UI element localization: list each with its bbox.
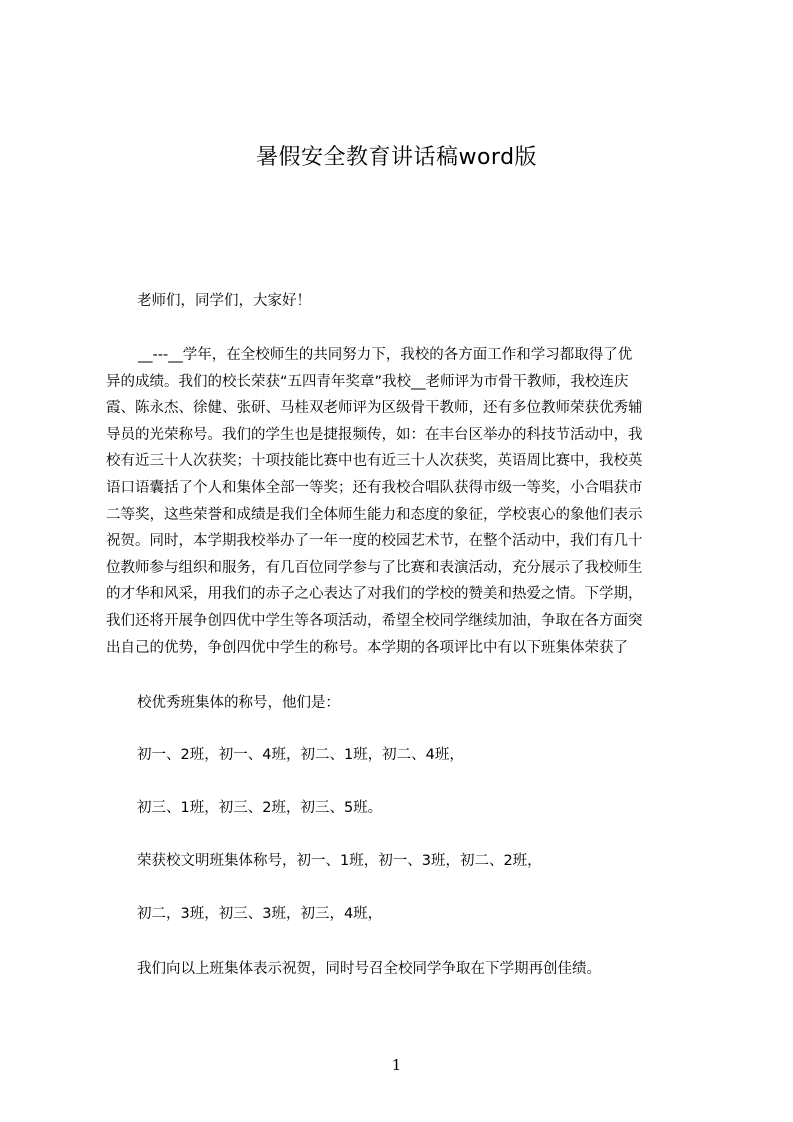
main-paragraph-line: 二等奖，这些荣誉和成绩是我们全体师生能力和态度的象征，学校衷心的象他们表示 <box>106 506 643 523</box>
main-paragraph-line: 祝贺。同时，本学期我校举办了一年一度的校园艺术节，在整个活动中，我们有几十 <box>106 533 643 550</box>
honor-intro-paragraph: 校优秀班集体的称号，他们是： <box>137 695 340 711</box>
main-paragraph-line: 位教师参与组织和服务，有几百位同学参与了比赛和表演活动，充分展示了我校师生 <box>106 559 643 576</box>
class-list-paragraph: 初一、2班，初一、4班，初二、1班，初二、4班， <box>137 747 464 763</box>
page-number: 1 <box>391 1056 402 1074</box>
main-paragraph-line: 的才华和风采，用我们的赤子之心表达了对我们的学校的赞美和热爱之情。下学期， <box>106 586 643 603</box>
class-list-paragraph: 初二，3班，初三、3班，初三，4班， <box>137 906 383 922</box>
main-paragraph-line: __---__学年，在全校师生的共同努力下，我校的各方面工作和学习都取得了优 <box>138 347 633 363</box>
main-paragraph <box>106 342 696 661</box>
main-paragraph-line: 出自己的优势，争创四优中学生的称号。本学期的各项评比中有以下班集体荣获了 <box>106 639 628 656</box>
class-list-paragraph: 初三、1班，初三、2班，初三、5班。 <box>137 800 383 816</box>
closing-paragraph: 我们向以上班集体表示祝贺，同时号召全校同学争取在下学期再创佳绩。 <box>137 961 601 977</box>
greeting-paragraph: 老师们，同学们，大家好！ <box>137 293 311 309</box>
main-paragraph-line: 霞、陈永杰、徐健、张研、马桂双老师评为区级骨干教师，还有多位教师荣获优秀辅 <box>106 400 643 417</box>
main-paragraph-line: 异的成绩。我们的校长荣获“五四青年奖章”我校__老师评为市骨干教师，我校连庆 <box>106 373 629 390</box>
civilized-class-paragraph: 荣获校文明班集体称号，初一、1班，初一、3班，初二、2班， <box>137 853 542 869</box>
main-paragraph-line: 导员的光荣称号。我们的学生也是捷报频传，如：在丰台区举办的科技节活动中，我 <box>106 426 643 443</box>
main-paragraph-line: 我们还将开展争创四优中学生等各项活动，希望全校同学继续加油，争取在各方面突 <box>106 612 643 629</box>
document-title: 暑假安全教育讲话稿word版 <box>255 145 538 170</box>
main-paragraph-line: 语口语囊括了个人和集体全部一等奖；还有我校合唱队获得市级一等奖，小合唱获市 <box>106 479 643 496</box>
main-paragraph-line: 校有近三十人次获奖；十项技能比赛中也有近三十人次获奖，英语周比赛中，我校英 <box>106 453 643 470</box>
